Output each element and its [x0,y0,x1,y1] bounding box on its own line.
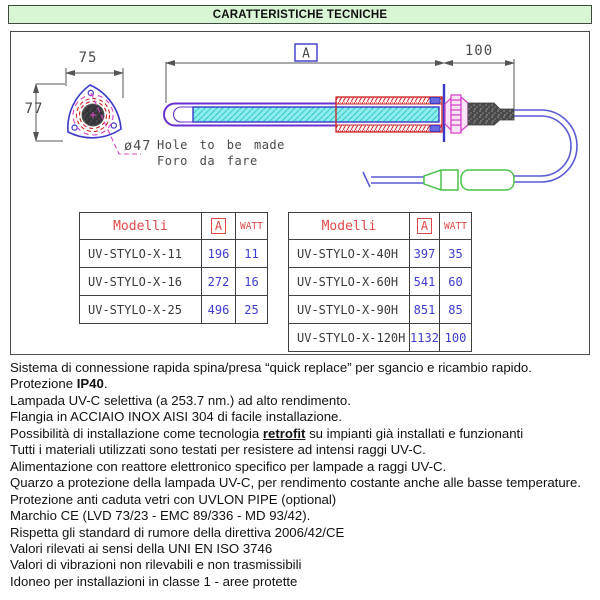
bolt-hole [111,123,116,128]
models-table-h-series [288,212,472,352]
bolt-hole [72,125,77,130]
feature-line: Protezione IP40. [10,376,108,392]
feature-line: Valori rilevati ai sensi della UNI EN ISO 3746 [10,540,273,556]
dim-77-label: 77 [24,101,44,117]
model-length-a: 272 [202,268,236,296]
model-length-a: 1132 [410,324,440,352]
model-row [289,324,472,352]
cable-gland [468,103,514,125]
model-row [80,296,268,324]
model-name: UV-STYLO-X-90H [289,296,410,324]
feature-line: Tutti i materiali utilizzati sono testati per resistere ad intensi raggi UV-C. [10,442,426,458]
hole-note-en: Hole to be made [157,138,285,152]
quick-replace-connector [445,95,468,133]
dim-75-label: 75 [78,50,98,66]
feature-line: Protezione anti caduta vetri con UVLON PIPE (optional) [10,491,337,507]
lamp-side-view [164,84,577,190]
model-length-a: 196 [202,240,236,268]
model-watt: 35 [440,240,472,268]
cable-connectors [424,170,514,190]
column-header: Modelli [80,213,202,240]
feature-line: Flangia in ACCIAIO INOX AISI 304 di facile installazione. [10,409,343,425]
a-dim-box: A [417,218,432,234]
column-header: WATT [440,213,472,240]
models-table-standard [79,212,268,324]
model-name: UV-STYLO-X-16 [80,268,202,296]
feature-line: Possibilità di installazione come tecnologia retrofit su impianti già installati e funzionanti [10,425,524,441]
feature-line: Lampada UV-C selettiva (a 253.7 nm.) ad alto rendimento. [10,392,351,408]
column-header [202,213,236,240]
model-length-a: 496 [202,296,236,324]
model-name: UV-STYLO-X-25 [80,296,202,324]
feature-line: Quarzo a protezione della lampada UV-C, per rendimento costante anche alle basse temperature. [10,475,582,491]
uvc-lamp-tube [193,107,439,122]
model-row [289,268,472,296]
model-row [80,240,268,268]
feature-line: Sistema di connessione rapida spina/presa “quick replace” per sgancio e ricambio rapido. [10,360,532,375]
page-title-text: CARATTERISTICHE TECNICHE [212,8,388,21]
page-title [8,5,592,24]
feature-line: Marchio CE (LVD 73/23 - EMC 89/336 - MD 93/42). [10,508,311,524]
dim-100-label: 100 [464,43,494,59]
feature-line: Alimentazione con reattore elettronico specifico per lampade a raggi UV-C. [10,458,447,474]
model-name: UV-STYLO-X-40H [289,240,410,268]
model-watt: 100 [440,324,472,352]
lamp-pin-bottom [430,126,440,132]
hole-note-it: Foro da fare [157,154,258,168]
lamp-pin-top [430,98,440,104]
feature-line: Valori di vibrazioni non rilevabili e non trasmissibili [10,557,302,573]
feature-line: Idoneo per installazioni in classe 1 - aree protette [10,573,298,589]
model-row [289,296,472,324]
column-header [410,213,440,240]
model-watt: 11 [236,240,268,268]
model-watt: 60 [440,268,472,296]
model-watt: 25 [236,296,268,324]
model-length-a: 397 [410,240,440,268]
dim-A-label: A [302,46,310,62]
model-row [80,268,268,296]
column-header: Modelli [289,213,410,240]
model-row [289,240,472,268]
hole-diameter-label: ø47 [124,138,152,154]
model-length-a: 851 [410,296,440,324]
a-dim-box: A [211,218,226,234]
cable-end-tick [363,172,370,187]
model-watt: 85 [440,296,472,324]
features-list [10,360,596,590]
column-header: WATT [236,213,268,240]
model-length-a: 541 [410,268,440,296]
model-watt: 16 [236,268,268,296]
feature-line: Rispetta gli standard di rumore della direttiva 2006/42/CE [10,524,345,540]
model-name: UV-STYLO-X-60H [289,268,410,296]
model-name: UV-STYLO-X-120H [289,324,410,352]
model-name: UV-STYLO-X-11 [80,240,202,268]
